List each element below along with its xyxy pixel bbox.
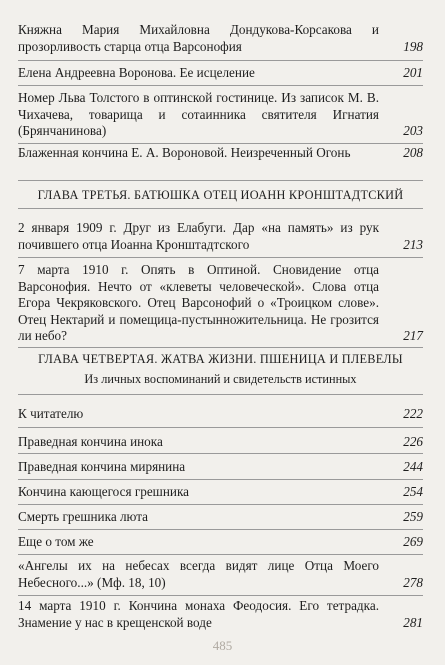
toc-entry-text: Княжна Мария Михайловна Дондукова-Корсакова и прозорливость старца отца Варсонофия	[18, 22, 379, 54]
toc-section-top	[18, 22, 423, 55]
toc-chapter4-4	[18, 484, 423, 501]
toc-chapter4-5	[18, 509, 423, 526]
divider	[18, 60, 423, 61]
toc-entry-text: 7 марта 1910 г. Опять в Оптиной. Сновидение отца Варсонофия. Нечто от «клеветы человеческой». Слова отца Егора Чекряковского. Отец Варсонофий о «Троицком слове». Отец Нектарий и помещица-пустынножительница. Не грозится ли небо?	[18, 262, 379, 343]
toc-entry-page: 203	[403, 123, 423, 138]
divider	[18, 347, 423, 348]
divider	[18, 554, 423, 555]
toc-entry-text: «Ангелы их на небесах всегда видят лице Отца Моего Небесного...» (Мф. 18, 10)	[18, 558, 379, 590]
chapter-4-title: ГЛАВА ЧЕТВЕРТАЯ. ЖАТВА ЖИЗНИ. ПШЕНИЦА И ПЛЕВЕЛЫ	[38, 352, 403, 366]
divider	[18, 257, 423, 258]
toc-entry-page: 208	[403, 145, 423, 160]
toc-entry-page: 226	[403, 434, 423, 449]
toc-entry-text: К читателю	[18, 406, 84, 421]
toc-entry-page: 201	[403, 65, 423, 80]
divider	[18, 208, 423, 209]
toc-entry-text: 2 января 1909 г. Друг из Елабуги. Дар «на память» из рук почившего отца Иоанна Кронштадтского	[18, 220, 379, 252]
toc-entry-text: Праведная кончина инока	[18, 434, 163, 449]
toc-entry	[18, 598, 423, 631]
page-number: 485	[212, 638, 233, 653]
toc-entry	[18, 484, 423, 501]
toc-chapter4-7	[18, 558, 423, 591]
chapter-4-subtitle: Из личных воспоминаний и свидетельств истинных	[84, 372, 357, 386]
divider	[18, 453, 423, 454]
toc-chapter4-2	[18, 434, 423, 451]
divider	[18, 394, 423, 395]
toc-entry-page: 213	[403, 236, 423, 252]
divider	[18, 180, 423, 181]
divider	[18, 479, 423, 480]
toc-entry	[18, 509, 423, 526]
toc-entry-page: 281	[403, 614, 423, 630]
toc-entry	[18, 220, 423, 253]
toc-entry-text: 14 марта 1910 г. Кончина монаха Феодосия. Его тетрадка. Знамение у нас в крещенской воде	[18, 598, 379, 630]
toc-entry	[18, 90, 423, 140]
toc-entry-page: 217	[403, 328, 423, 343]
toc-entry-page: 278	[403, 574, 423, 590]
toc-entry-text: Кончина кающегося грешника	[18, 484, 190, 499]
toc-entry-page: 244	[403, 459, 423, 474]
divider	[18, 85, 423, 86]
toc-chapter4-1	[18, 406, 423, 423]
toc-entry	[18, 145, 423, 162]
toc-entry-page: 222	[403, 406, 423, 421]
divider	[18, 427, 423, 428]
divider	[18, 143, 423, 144]
toc-entry-page: 254	[403, 484, 423, 499]
toc-entry	[18, 534, 423, 551]
divider	[18, 595, 423, 596]
toc-entry	[18, 262, 423, 345]
toc-entry-text: Номер Льва Толстого в оптинской гостинице. Из записок М. В. Чихачева, товарища и сотаинника святителя Игнатия (Брянчанинова)	[18, 90, 379, 138]
toc-entry	[18, 22, 423, 55]
toc-section-top-2	[18, 65, 423, 82]
toc-chapter4-3	[18, 459, 423, 476]
toc-entry-page: 269	[403, 534, 423, 549]
toc-chapter4-6	[18, 534, 423, 551]
toc-entry-page: 259	[403, 509, 423, 524]
toc-chapter3-2	[18, 262, 423, 345]
toc-section-top-4	[18, 145, 423, 162]
toc-entry-text: Еще о том же	[18, 534, 94, 549]
toc-section-top-3	[18, 90, 423, 140]
divider	[18, 504, 423, 505]
toc-entry	[18, 459, 423, 476]
toc-entry	[18, 558, 423, 591]
chapter-3-title: ГЛАВА ТРЕТЬЯ. БАТЮШКА ОТЕЦ ИОАНН КРОНШТАДТСКИЙ	[37, 188, 404, 202]
toc-entry-text: Блаженная кончина Е. А. Вороновой. Неизреченный Огонь	[18, 145, 351, 160]
toc-entry	[18, 406, 423, 423]
toc-entry	[18, 434, 423, 451]
toc-chapter4-8	[18, 598, 423, 631]
toc-chapter3-1	[18, 220, 423, 253]
toc-entry-text: Смерть грешника люта	[18, 509, 149, 524]
toc-entry-text: Елена Андреевна Воронова. Ее исцеление	[18, 65, 255, 80]
divider	[18, 529, 423, 530]
toc-entry-text: Праведная кончина мирянина	[18, 459, 186, 474]
toc-entry	[18, 65, 423, 82]
toc-entry-page: 198	[403, 38, 423, 54]
